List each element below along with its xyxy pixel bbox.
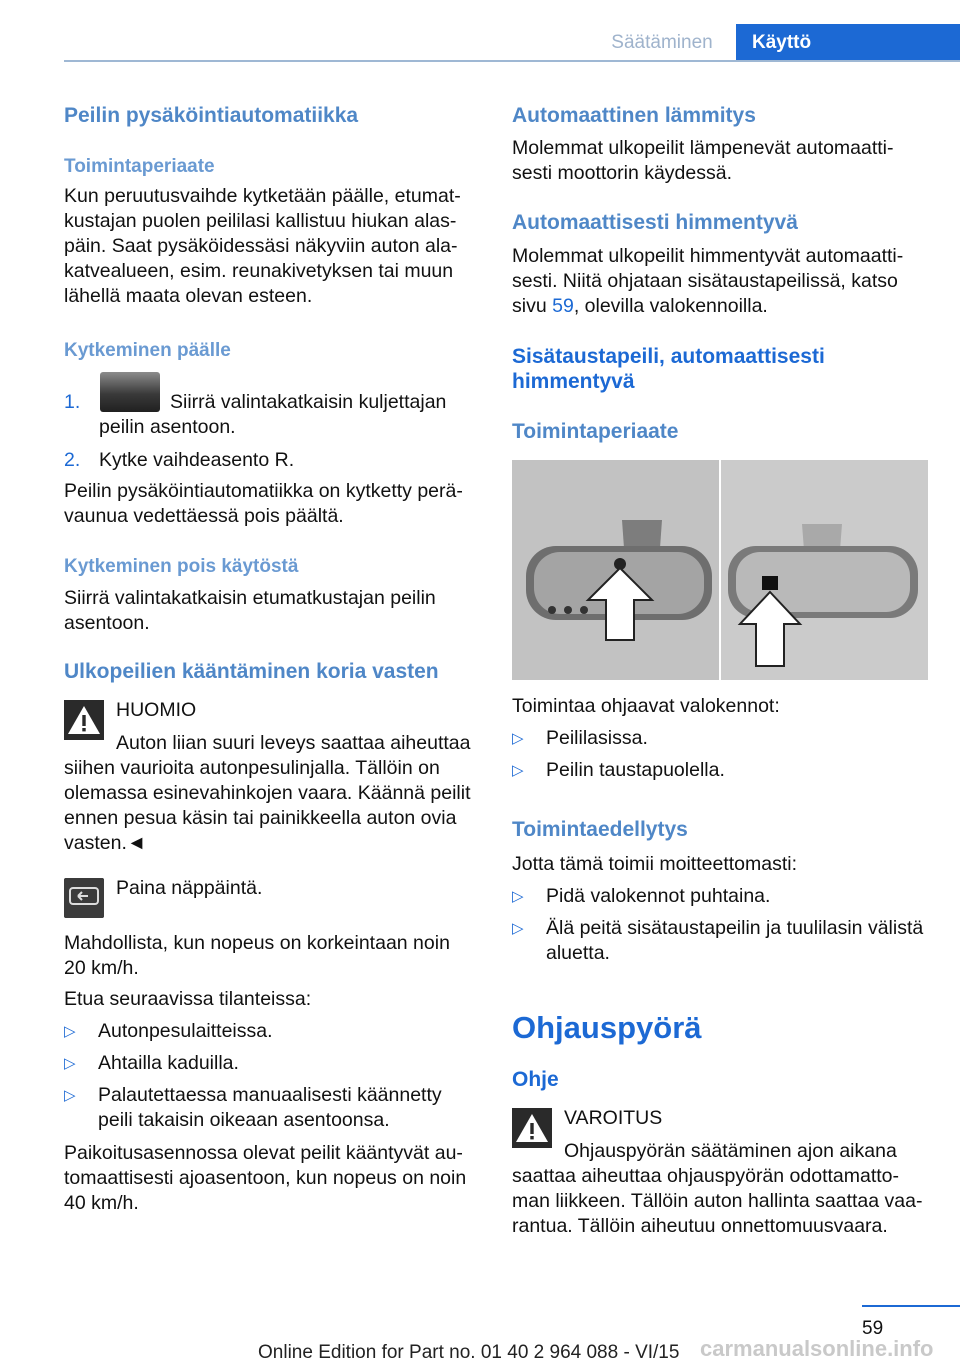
paragraph-switch-off bbox=[64, 586, 436, 636]
edition-text: Online Edition for Part no. 01 40 2 964 088 - VI/15 bbox=[258, 1342, 680, 1362]
line: siihen vaurioita autonpesulinjalla. Tällöin on bbox=[64, 757, 440, 779]
paragraph-dimming bbox=[512, 244, 903, 319]
line: 20 km/h. bbox=[64, 957, 139, 979]
line: lähellä maata olevan esteen. bbox=[64, 285, 313, 307]
list-item-text: Ahtailla kaduilla. bbox=[98, 1052, 239, 1074]
line bbox=[512, 294, 903, 319]
triangle-bullet-icon: ▷ bbox=[64, 1087, 76, 1104]
line: katvealueen, esim. reunakivetyksen tai muun bbox=[64, 260, 454, 282]
list-item bbox=[64, 1051, 480, 1076]
warning-body bbox=[512, 1164, 932, 1239]
heading-switch-on: Kytkeminen päälle bbox=[64, 340, 231, 361]
heading-inner-mirror bbox=[512, 344, 825, 394]
list-item bbox=[512, 916, 932, 966]
paragraph-requirement: Jotta tämä toimii moitteettomasti: bbox=[512, 853, 798, 875]
heading-note: Ohje bbox=[512, 1068, 559, 1091]
header-section: Säätäminen bbox=[611, 32, 713, 53]
heading-principle: Toimintaperiaate bbox=[64, 156, 215, 177]
line: ennen pesua käsin tai painikkeella auton ovia bbox=[64, 807, 457, 829]
line: Siirrä valintakatkaisin etumatkustajan peilin bbox=[64, 587, 436, 609]
warning-triangle-icon bbox=[64, 700, 104, 740]
paragraph-end bbox=[64, 1141, 466, 1216]
text: sivu bbox=[512, 295, 553, 317]
warning-title: HUOMIO bbox=[116, 699, 197, 721]
line: kustajan puolen peililasi kallistuu hiukan alas- bbox=[64, 210, 457, 232]
triangle-bullet-icon: ▷ bbox=[512, 888, 524, 905]
heading-steering-wheel: Ohjauspyörä bbox=[512, 1010, 702, 1045]
line: vasten.◄ bbox=[64, 832, 147, 854]
line: olemassa esinevahinkojen vaara. Käännä peilit bbox=[64, 782, 471, 804]
paragraph-cells: Toimintaa ohjaavat valokennot: bbox=[512, 695, 780, 717]
line: man liikkeen. Tällöin auton hallinta saattaa vaa- bbox=[512, 1190, 923, 1212]
line: himmentyvä bbox=[512, 370, 635, 393]
step-text: peilin asentoon. bbox=[99, 416, 236, 438]
list-item bbox=[512, 884, 932, 909]
step-2 bbox=[64, 448, 480, 473]
list-item bbox=[64, 1019, 480, 1044]
heading-auto-heating: Automaattinen lämmitys bbox=[512, 104, 756, 127]
list-item-text: Autonpesulaitteissa. bbox=[98, 1020, 273, 1042]
header-tab: Käyttö bbox=[736, 24, 960, 62]
line: vaunua vedettäessä pois päältä. bbox=[64, 505, 344, 527]
list-item-text: aluetta. bbox=[546, 942, 610, 964]
triangle-bullet-icon: ▷ bbox=[64, 1055, 76, 1072]
warning-line: Auton liian suuri leveys saattaa aiheuttaa bbox=[116, 732, 471, 754]
list-item-text: Peililasissa. bbox=[546, 727, 648, 749]
press-button-text: Paina näppäintä. bbox=[116, 877, 263, 899]
text: , olevilla valokennoilla. bbox=[573, 295, 768, 317]
triangle-bullet-icon: ▷ bbox=[512, 920, 524, 937]
warning-title: VAROITUS bbox=[564, 1107, 663, 1129]
line: sesti. Niitä ohjataan sisätaustapeilissä, katso bbox=[512, 270, 898, 292]
line: Kun peruutusvaihde kytketään päälle, etumat- bbox=[64, 185, 461, 207]
list-item-text: Palautettaessa manuaalisesti käännetty bbox=[98, 1084, 442, 1106]
heading-requirement: Toimintaedellytys bbox=[512, 818, 688, 841]
list-item bbox=[512, 726, 932, 751]
warning-body bbox=[64, 756, 480, 856]
line: päin. Saat pysäköidessäsi näkyviin auton ala- bbox=[64, 235, 458, 257]
line: sesti moottorin käydessä. bbox=[512, 162, 733, 184]
line: Molemmat ulkopeilit lämpenevät automaatti- bbox=[512, 137, 894, 159]
paragraph-heating bbox=[512, 136, 894, 186]
line: saattaa aiheuttaa ohjauspyörän odottamatto- bbox=[512, 1165, 900, 1187]
paragraph-possible bbox=[64, 931, 450, 981]
page-number: 59 bbox=[862, 1318, 884, 1339]
line: Sisätaustapeili, automaattisesti bbox=[512, 345, 825, 368]
step-number: 1. bbox=[64, 391, 81, 413]
watermark: carmanualsonline.info bbox=[700, 1336, 934, 1361]
list-item-text: Pidä valokennot puhtaina. bbox=[546, 885, 771, 907]
triangle-bullet-icon: ▷ bbox=[64, 1023, 76, 1040]
heading-auto-dimming: Automaattisesti himmentyvä bbox=[512, 211, 798, 234]
step-text: Kytke vaihdeasento R. bbox=[99, 449, 295, 471]
paragraph-trailer bbox=[64, 479, 463, 529]
heading-switch-off: Kytkeminen pois käytöstä bbox=[64, 556, 299, 577]
page-link[interactable]: 59 bbox=[552, 295, 574, 317]
warning-triangle-icon bbox=[512, 1108, 552, 1148]
triangle-bullet-icon: ▷ bbox=[512, 730, 524, 747]
list-item-text: Älä peitä sisätaustapeilin ja tuulilasin välistä bbox=[546, 917, 924, 939]
line: 40 km/h. bbox=[64, 1192, 139, 1214]
triangle-bullet-icon: ▷ bbox=[512, 762, 524, 779]
step-text: Siirrä valintakatkaisin kuljettajan bbox=[170, 391, 447, 413]
paragraph-principle bbox=[64, 184, 461, 309]
footer-rule bbox=[862, 1305, 960, 1307]
heading-principle-right: Toimintaperiaate bbox=[512, 420, 679, 443]
line: Peilin pysäköintiautomatiikka on kytketty perä- bbox=[64, 480, 463, 502]
step-number: 2. bbox=[64, 449, 81, 471]
list-item bbox=[64, 1083, 480, 1133]
line: Molemmat ulkopeilit himmentyvät automaatti- bbox=[512, 245, 904, 267]
list-item-text: Peilin taustapuolella. bbox=[546, 759, 725, 781]
mirror-selector-switch-icon bbox=[100, 372, 160, 412]
heading-park-automatic: Peilin pysäköintiautomatiikka bbox=[64, 104, 359, 127]
heading-fold-mirrors: Ulkopeilien kääntäminen koria vasten bbox=[64, 660, 439, 683]
mirror-fold-button-icon bbox=[64, 878, 104, 918]
header-rule bbox=[64, 60, 960, 62]
line: Paikoitusasennossa olevat peilit kääntyvät au- bbox=[64, 1142, 463, 1164]
line: asentoon. bbox=[64, 612, 150, 634]
list-item bbox=[512, 758, 932, 783]
inner-mirror-photo bbox=[512, 460, 928, 680]
warning-line: Ohjauspyörän säätäminen ajon aikana bbox=[564, 1140, 897, 1162]
line: tomaattisesti ajoasentoon, kun nopeus on noin bbox=[64, 1167, 467, 1189]
paragraph-benefit: Etua seuraavissa tilanteissa: bbox=[64, 988, 312, 1010]
line: Mahdollista, kun nopeus on korkeintaan noin bbox=[64, 932, 450, 954]
line: rantua. Tällöin aiheutuu onnettomuusvaara. bbox=[512, 1215, 888, 1237]
list-item-text: peili takaisin oikeaan asentoonsa. bbox=[98, 1109, 390, 1131]
